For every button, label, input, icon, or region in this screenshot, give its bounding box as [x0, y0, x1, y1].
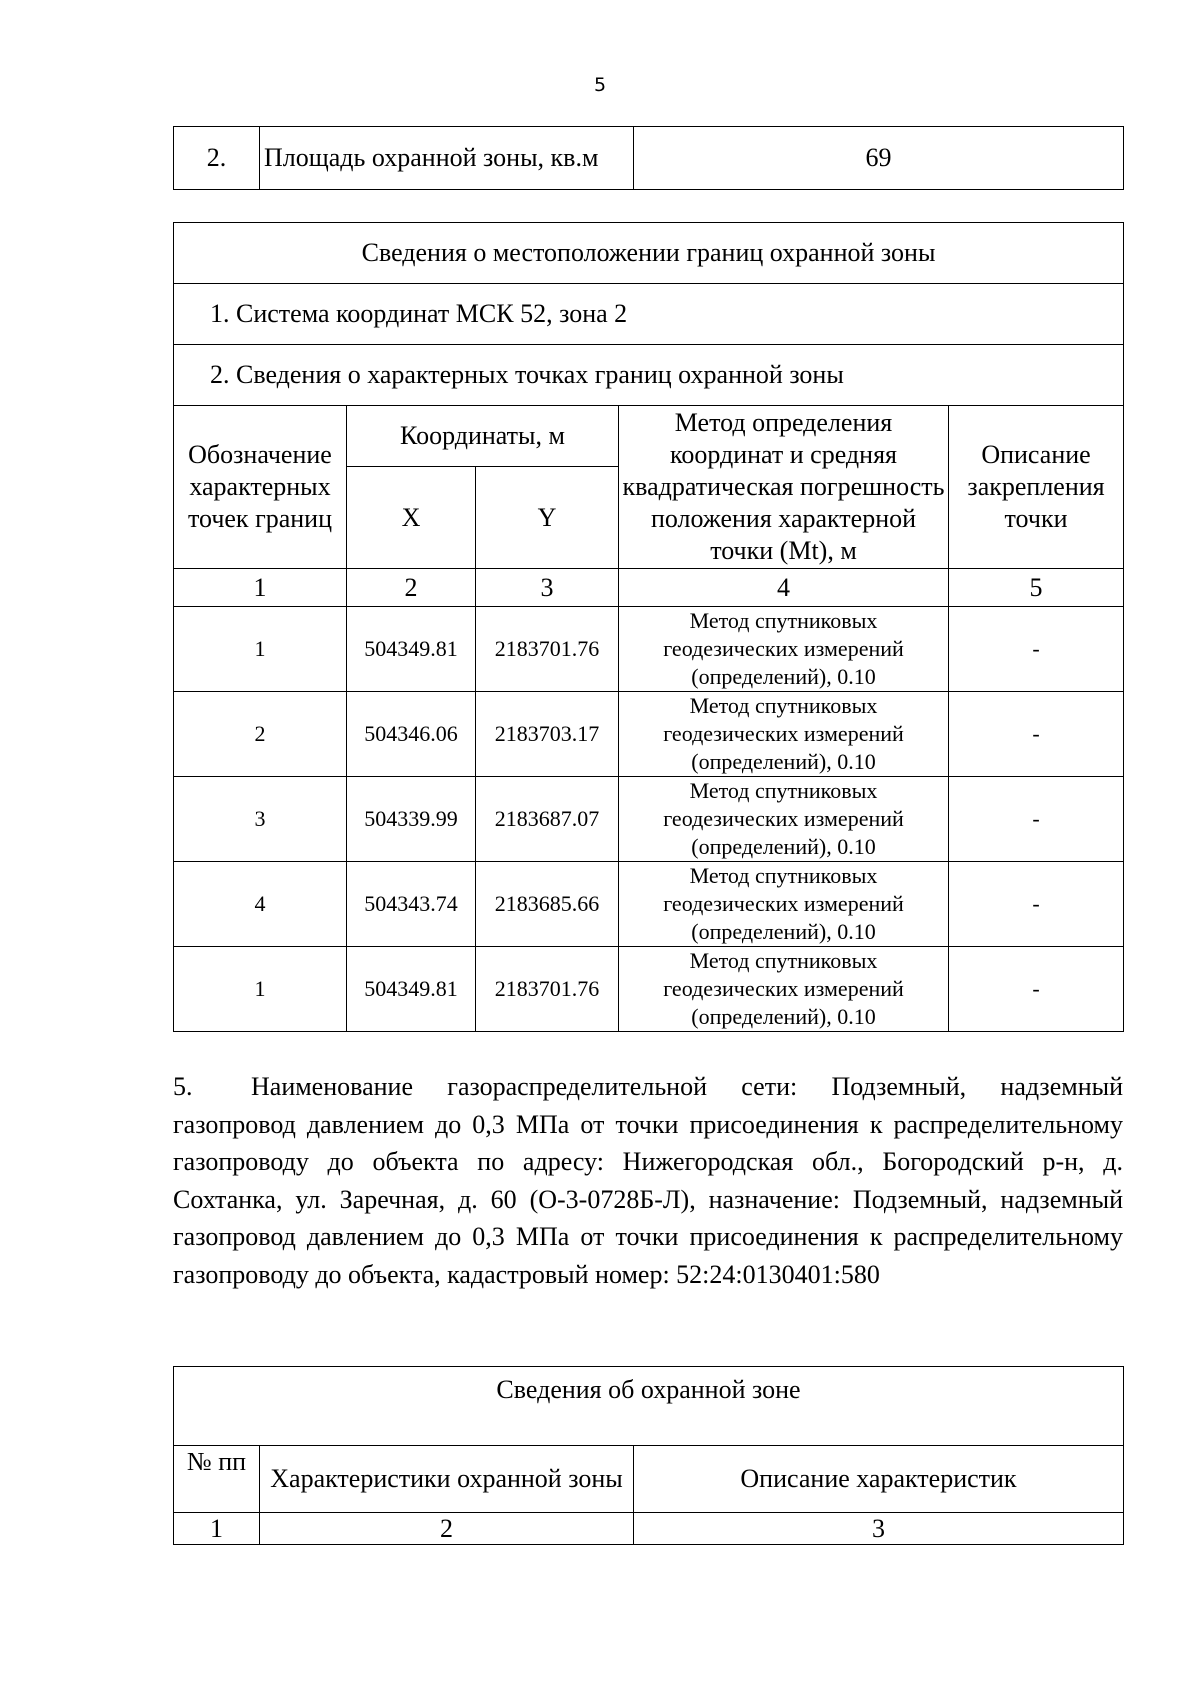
point-id: 1 [174, 607, 347, 692]
boundary-points-table [173, 222, 1124, 1032]
table-row [174, 127, 1124, 190]
column-number: 1 [174, 1513, 260, 1545]
zone-area-table [173, 126, 1124, 190]
point-description: - [949, 947, 1124, 1032]
section-number: 5. [173, 1072, 193, 1101]
zone-info-title: Сведения об охранной зоне [174, 1367, 1124, 1446]
header-method: Метод определения координат и средняя квадратическая погрешность положения характерной точки (Mt), м [619, 406, 949, 569]
row-label: Площадь охранной зоны, кв.м [260, 127, 634, 190]
header-description: Описание закрепления точки [949, 406, 1124, 569]
point-method: Метод спутниковых геодезических измерений (определений), 0.10 [619, 692, 949, 777]
point-y: 2183687.07 [476, 777, 619, 862]
row-value: 69 [634, 127, 1124, 190]
section-text: Наименование газораспределительной сети: Подземный, надземный газопровод давлением до 0,3 МПа от точки присоединения к распределительному газопроводу до объекта по адресу: Нижегородская обл., Богородский р-н, д. Сохтанка, ул. Заречная, д. 60 (О-3-0728Б-Л), назначение: Подземный, надземный газопровод давлением до 0,3 МПа от точки присоединения к распределительному газопроводу до объекта, кадастровый номер: 52:24:0130401:580 [173, 1072, 1123, 1289]
point-y: 2183703.17 [476, 692, 619, 777]
point-x: 504349.81 [347, 607, 476, 692]
column-number: 4 [619, 569, 949, 607]
point-y: 2183701.76 [476, 607, 619, 692]
row-index: 2. [174, 127, 260, 190]
page-number: 5 [593, 74, 607, 96]
section-5-paragraph [173, 1068, 1123, 1293]
column-number: 3 [476, 569, 619, 607]
point-method: Метод спутниковых геодезических измерений (определений), 0.10 [619, 607, 949, 692]
table-row [174, 777, 1124, 862]
point-method: Метод спутниковых геодезических измерений (определений), 0.10 [619, 862, 949, 947]
location-title: Сведения о местоположении границ охранной зоны [174, 223, 1124, 284]
point-description: - [949, 862, 1124, 947]
header-description: Описание характеристик [634, 1446, 1124, 1513]
table-row [174, 862, 1124, 947]
point-x: 504349.81 [347, 947, 476, 1032]
point-method: Метод спутниковых геодезических измерений (определений), 0.10 [619, 777, 949, 862]
header-designation: Обозначение характерных точек границ [174, 406, 347, 569]
header-x: X [347, 467, 476, 569]
point-description: - [949, 777, 1124, 862]
column-number: 3 [634, 1513, 1124, 1545]
column-numbers-row [174, 569, 1124, 607]
table-row [174, 692, 1124, 777]
zone-info-table [173, 1366, 1124, 1545]
header-row [174, 1446, 1124, 1513]
point-x: 504346.06 [347, 692, 476, 777]
table-row [174, 947, 1124, 1032]
point-y: 2183701.76 [476, 947, 619, 1032]
point-x: 504343.74 [347, 862, 476, 947]
point-method: Метод спутниковых геодезических измерений (определений), 0.10 [619, 947, 949, 1032]
point-id: 4 [174, 862, 347, 947]
column-number: 2 [260, 1513, 634, 1545]
points-title: 2. Сведения о характерных точках границ охранной зоны [174, 345, 1124, 406]
point-description: - [949, 607, 1124, 692]
header-coordinates: Координаты, м [347, 406, 619, 467]
point-description: - [949, 692, 1124, 777]
header-number: № пп [174, 1446, 260, 1513]
point-id: 2 [174, 692, 347, 777]
point-y: 2183685.66 [476, 862, 619, 947]
header-characteristics: Характеристики охранной зоны [260, 1446, 634, 1513]
column-number: 5 [949, 569, 1124, 607]
coord-system: 1. Система координат МСК 52, зона 2 [174, 284, 1124, 345]
column-number: 2 [347, 569, 476, 607]
column-numbers-row [174, 1513, 1124, 1545]
point-id: 3 [174, 777, 347, 862]
point-x: 504339.99 [347, 777, 476, 862]
column-number: 1 [174, 569, 347, 607]
point-id: 1 [174, 947, 347, 1032]
table-row [174, 607, 1124, 692]
header-y: Y [476, 467, 619, 569]
